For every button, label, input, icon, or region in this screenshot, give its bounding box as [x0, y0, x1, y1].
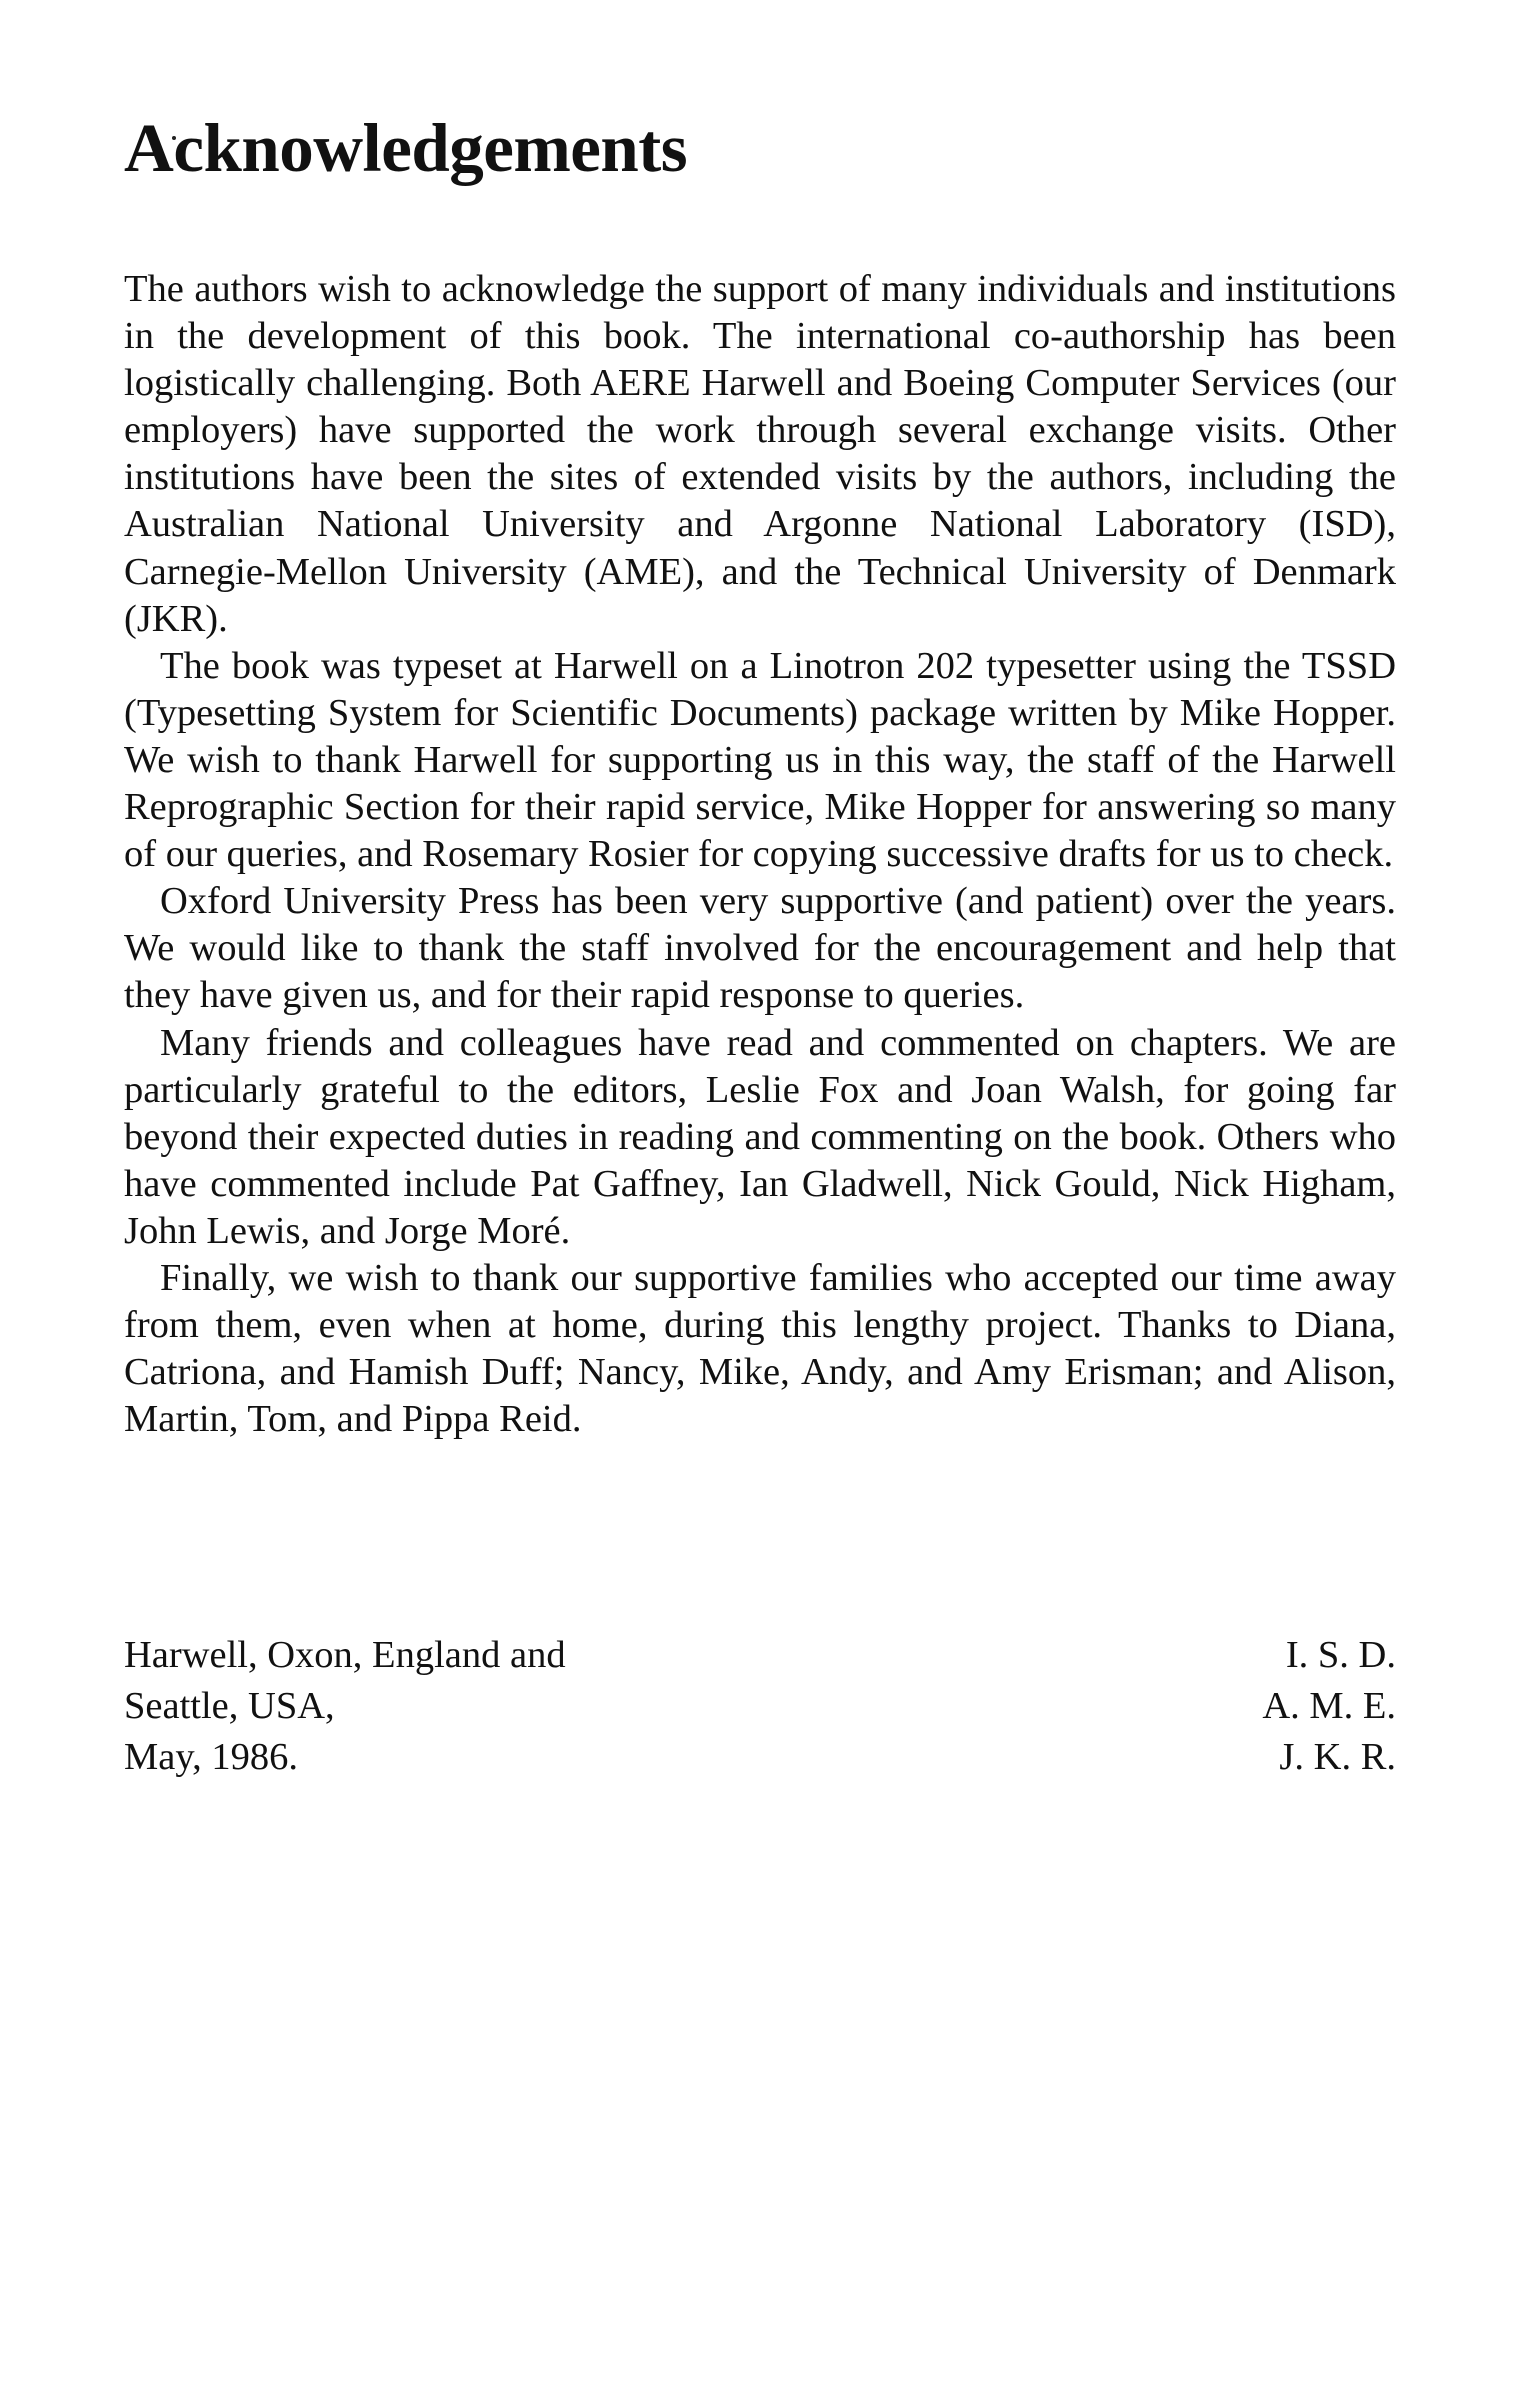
- page-title: Acknowledgements: [124, 110, 688, 186]
- paragraph-institutions: The authors wish to acknowledge the support of many individuals and institutions in the development of this book. The international co-authorship has been logistically challenging. Both AERE Harwell and Boeing Computer Services (our employers) have supported the work through several exchange visits. Other institutions have been the sites of extended visits by the authors, including the Australian National University and Argonne National Laboratory (ISD), Carnegie-Mellon University (AME), and the Technical University of Denmark (JKR).: [124, 268, 1396, 640]
- signoff-date-line: May, 1986.: [124, 1736, 298, 1778]
- author-initials: J. K. R.: [1279, 1736, 1396, 1778]
- paragraph-typesetting: The book was typeset at Harwell on a Linotron 202 typesetter using the TSSD (Typesetting System for Scientific Documents) package written by Mike Hopper. We wish to thank Harwell for supporting us in this way, the staff of the Harwell Reprographic Section for their rapid service, Mike Hopper for answering so many of our queries, and Rosemary Rosier for copying successive drafts for us to check.: [124, 644, 1396, 876]
- paragraph-publisher: Oxford University Press has been very supportive (and patient) over the years. We would like to thank the staff involved for the encouragement and help that they have given us, and for their rapid response to queries.: [124, 880, 1396, 1017]
- paragraph-colleagues: Many friends and colleagues have read and commented on chapters. We are particularly grateful to the editors, Leslie Fox and Joan Walsh, for going far beyond their expected duties in reading and commenting on the book. Others who have commented include Pat Gaffney, Ian Gladwell, Nick Gould, Nick Higham, John Lewis, and Jorge Moré.: [124, 1021, 1396, 1252]
- author-initials: I. S. D.: [1285, 1634, 1396, 1676]
- signoff-block: [124, 1630, 1396, 1783]
- acknowledgements-body: [124, 266, 1396, 1443]
- signoff-place-line: Harwell, Oxon, England and: [124, 1634, 566, 1676]
- paragraph-families: Finally, we wish to thank our supportive families who accepted our time away from them, even when at home, during this lengthy project. Thanks to Diana, Catriona, and Hamish Duff; Nancy, Mike, Andy, and Amy Erisman; and Alison, Martin, Tom, and Pippa Reid.: [124, 1256, 1396, 1441]
- signoff-place-date: [124, 1630, 566, 1783]
- signoff-initials: [1262, 1630, 1396, 1783]
- author-initials: A. M. E.: [1262, 1685, 1396, 1727]
- signoff-place-line: Seattle, USA,: [124, 1685, 335, 1727]
- acknowledgements-page: [124, 0, 1396, 2388]
